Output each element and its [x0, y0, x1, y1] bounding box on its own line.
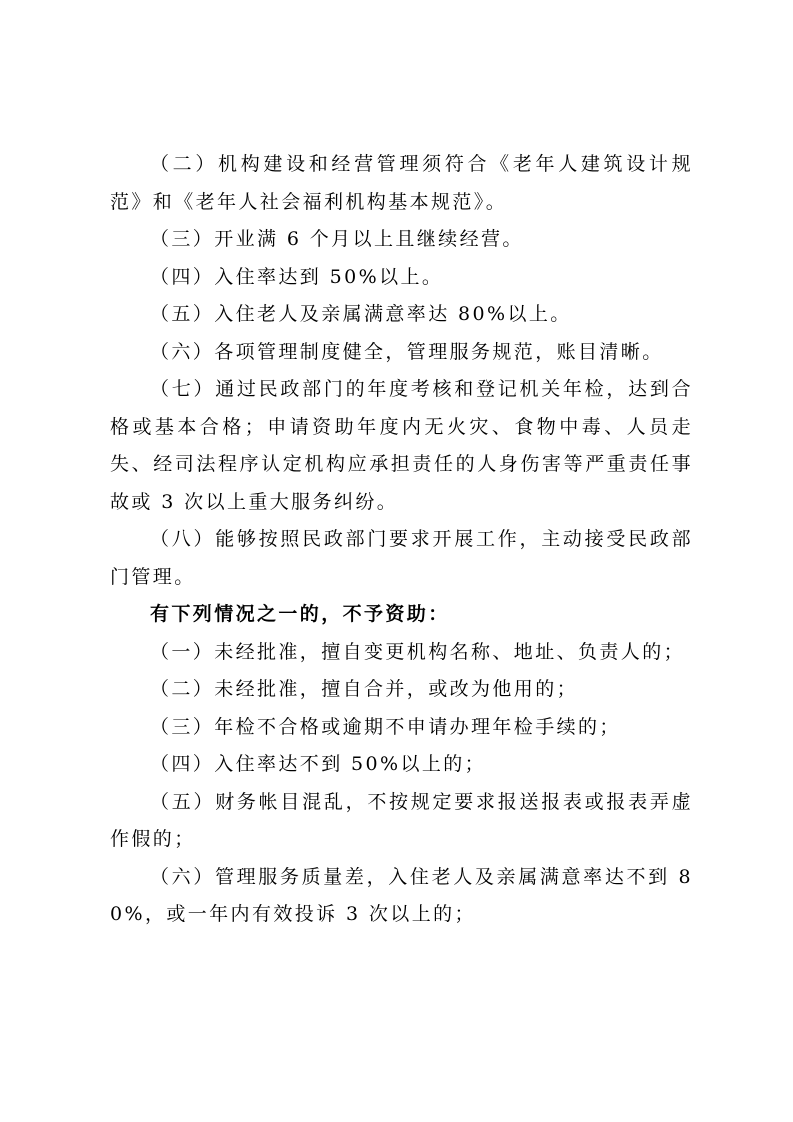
condition-item-4: （四）入住率达到 50%以上。: [150, 265, 444, 288]
condition-item-8: （八）能够按照民政部门要求开展工作，主动接受民政部门管理。: [110, 528, 693, 588]
condition-item-6: （六）各项管理制度健全，管理服务规范，账目清晰。: [150, 340, 664, 363]
condition-item-3: （三）开业满 6 个月以上且继续经营。: [150, 228, 524, 250]
condition-item-2: （二）机构建设和经营管理须符合《老年人建筑设计规范》和《老年人社会福利机构基本规范》。: [110, 153, 693, 213]
exclusion-item-1: （一）未经批准，擅自变更机构名称、地址、负责人的；: [150, 640, 686, 663]
exclusion-item-5: （五）财务帐目混乱，不按规定要求报送报表或报表弄虚作假的；: [110, 790, 693, 850]
condition-item-7: （七）通过民政部门的年度考核和登记机关年检，达到合格或基本合格；申请资助年度内无火灾、食物中毒、人员走失、经司法程序认定机构应承担责任的人身伤害等严重责任事故或 3 次以上重大服务纠纷。: [110, 378, 693, 513]
document-body: [110, 146, 693, 934]
exclusion-item-6: （六）管理服务质量差，入住老人及亲属满意率达不到 80%，或一年内有效投诉 3 次以上的；: [110, 865, 693, 925]
exclusion-item-4: （四）入住率达不到 50%以上的；: [150, 753, 487, 775]
exclusion-heading: 有下列情况之一的，不予资助：: [150, 603, 450, 625]
condition-item-5: （五）入住老人及亲属满意率达 80%以上。: [150, 303, 572, 325]
exclusion-item-3: （三）年检不合格或逾期不申请办理年检手续的；: [150, 715, 621, 738]
exclusion-item-2: （二）未经批准，擅自合并，或改为他用的；: [150, 678, 579, 700]
